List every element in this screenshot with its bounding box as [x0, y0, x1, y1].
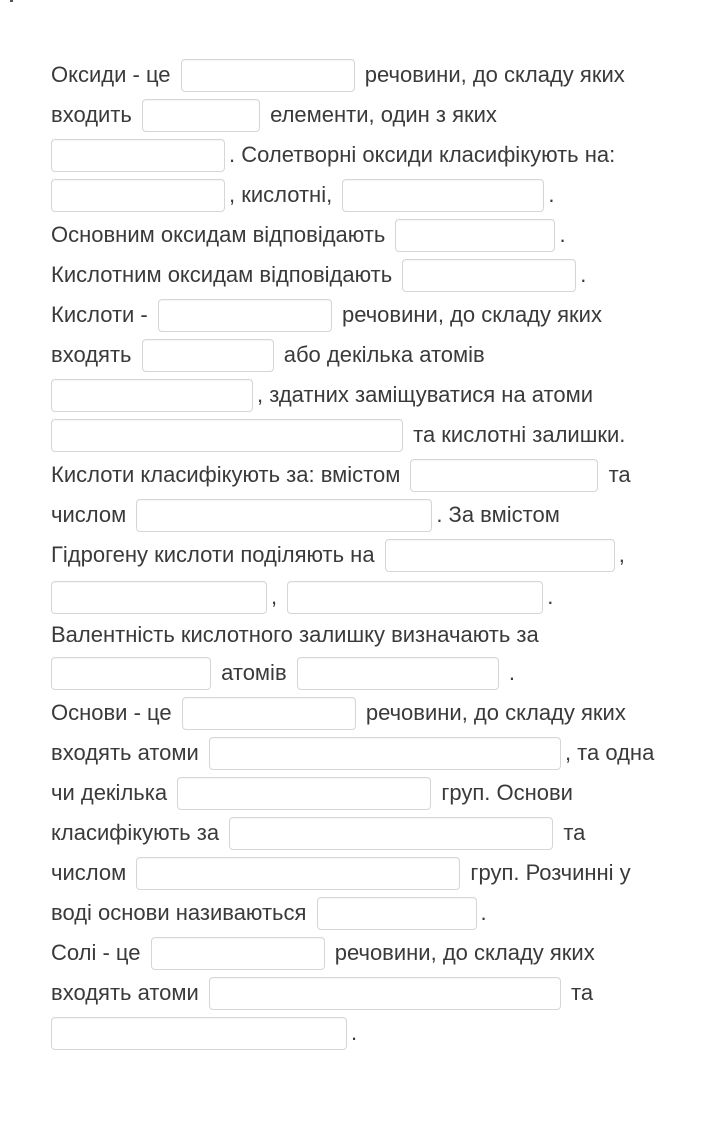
exercise-line — [51, 378, 593, 412]
blank-oxides-def-3[interactable] — [51, 139, 225, 172]
line-text: . — [548, 182, 555, 207]
blank-acid-type-3[interactable] — [287, 581, 543, 614]
exercise-line — [51, 218, 566, 252]
line-text: . Солетворні оксиди класифікують на: — [229, 142, 616, 167]
line-text: . — [480, 900, 487, 925]
line-text: . — [502, 660, 515, 685]
exercise-line — [51, 338, 485, 372]
corner-mark — [10, 0, 13, 2]
exercise-line — [51, 1016, 357, 1050]
line-text: груп. Розчинні у — [464, 860, 631, 885]
line-text: . — [580, 262, 587, 287]
exercise-line — [51, 458, 631, 492]
exercise-line — [51, 138, 615, 172]
exercise-line — [51, 896, 487, 930]
blank-acids-def-4[interactable] — [51, 419, 403, 452]
blank-acidic-oxide-match[interactable] — [402, 259, 576, 292]
line-text: числом — [51, 502, 133, 527]
blank-bases-def-1[interactable] — [182, 697, 356, 730]
line-text: входять атоми — [51, 980, 205, 1005]
exercise-line — [51, 618, 539, 652]
line-text: речовини, до складу яких — [359, 700, 626, 725]
blank-bases-def-2[interactable] — [209, 737, 561, 770]
line-text: входять — [51, 342, 138, 367]
blank-oxide-class-3[interactable] — [342, 179, 544, 212]
line-text: , — [271, 584, 284, 609]
line-text: або декілька атомів — [277, 342, 485, 367]
line-text: атомів — [215, 660, 293, 685]
blank-acids-def-3[interactable] — [51, 379, 253, 412]
line-text: Кислоти класифікують за: вмістом — [51, 462, 407, 487]
exercise-line — [51, 856, 631, 890]
line-text: речовини, до складу яких — [358, 62, 625, 87]
blank-oxides-def-2[interactable] — [142, 99, 260, 132]
line-text: Валентність кислотного залишку визначають за — [51, 622, 539, 647]
exercise-line — [51, 816, 585, 850]
blank-bases-def-3[interactable] — [177, 777, 431, 810]
line-text: , кислотні, — [229, 182, 339, 207]
exercise-line — [51, 418, 625, 452]
line-text: , здатних заміщуватися на атоми — [257, 382, 594, 407]
line-text: класифікують за — [51, 820, 226, 845]
line-text: входить — [51, 102, 138, 127]
line-text: входять атоми — [51, 740, 205, 765]
blank-oxides-def-1[interactable] — [181, 59, 355, 92]
line-text: . — [547, 584, 554, 609]
exercise-line — [51, 298, 602, 332]
exercise-line — [51, 696, 626, 730]
blank-acid-class-2[interactable] — [136, 499, 432, 532]
line-text: та — [564, 980, 594, 1005]
exercise-line — [51, 776, 573, 810]
blank-base-class-2[interactable] — [136, 857, 460, 890]
exercise-line — [51, 258, 586, 292]
blank-acid-type-2[interactable] — [51, 581, 267, 614]
blank-acids-def-1[interactable] — [158, 299, 332, 332]
blank-soluble-bases[interactable] — [317, 897, 477, 930]
exercise-line — [51, 58, 625, 92]
line-text: та — [602, 462, 631, 487]
exercise-line — [51, 976, 593, 1010]
exercise-line — [51, 936, 595, 970]
line-text: , та одна — [564, 740, 655, 765]
blank-acid-class-1[interactable] — [410, 459, 598, 492]
line-text: Основи - це — [51, 700, 178, 725]
line-text: Кислоти - — [51, 302, 154, 327]
line-text: Кислотним оксидам відповідають — [51, 262, 399, 287]
blank-acid-type-1[interactable] — [385, 539, 615, 572]
blank-salts-def-1[interactable] — [151, 937, 325, 970]
line-text: Солі - це — [51, 940, 147, 965]
blank-valence-1[interactable] — [51, 657, 211, 690]
blank-basic-oxide-match[interactable] — [395, 219, 555, 252]
exercise-line — [51, 498, 560, 532]
exercise-line — [51, 580, 553, 614]
blank-valence-2[interactable] — [297, 657, 499, 690]
blank-salts-def-2[interactable] — [209, 977, 561, 1010]
blank-salts-def-3[interactable] — [51, 1017, 347, 1050]
line-text: , — [618, 542, 625, 567]
line-text: речовини, до складу яких — [328, 940, 595, 965]
blank-oxide-class-1[interactable] — [51, 179, 225, 212]
blank-acids-def-2[interactable] — [142, 339, 274, 372]
line-text: Оксиди - це — [51, 62, 177, 87]
line-text: . — [351, 1020, 358, 1045]
line-text: . За вмістом — [436, 502, 560, 527]
line-text: речовини, до складу яких — [335, 302, 602, 327]
exercise-line — [51, 178, 554, 212]
line-text: та кислотні залишки. — [407, 422, 626, 447]
line-text: та — [557, 820, 586, 845]
line-text: Основним оксидам відповідають — [51, 222, 392, 247]
line-text: . — [559, 222, 566, 247]
exercise-line — [51, 736, 654, 770]
line-text: воді основи називаються — [51, 900, 313, 925]
line-text: Гідрогену кислоти поділяють на — [51, 542, 381, 567]
blank-base-class-1[interactable] — [229, 817, 553, 850]
line-text: елементи, один з яких — [263, 102, 497, 127]
line-text: груп. Основи — [435, 780, 573, 805]
exercise-line — [51, 538, 625, 572]
exercise-line — [51, 656, 515, 690]
exercise-line — [51, 98, 497, 132]
line-text: чи декілька — [51, 780, 174, 805]
line-text: числом — [51, 860, 133, 885]
